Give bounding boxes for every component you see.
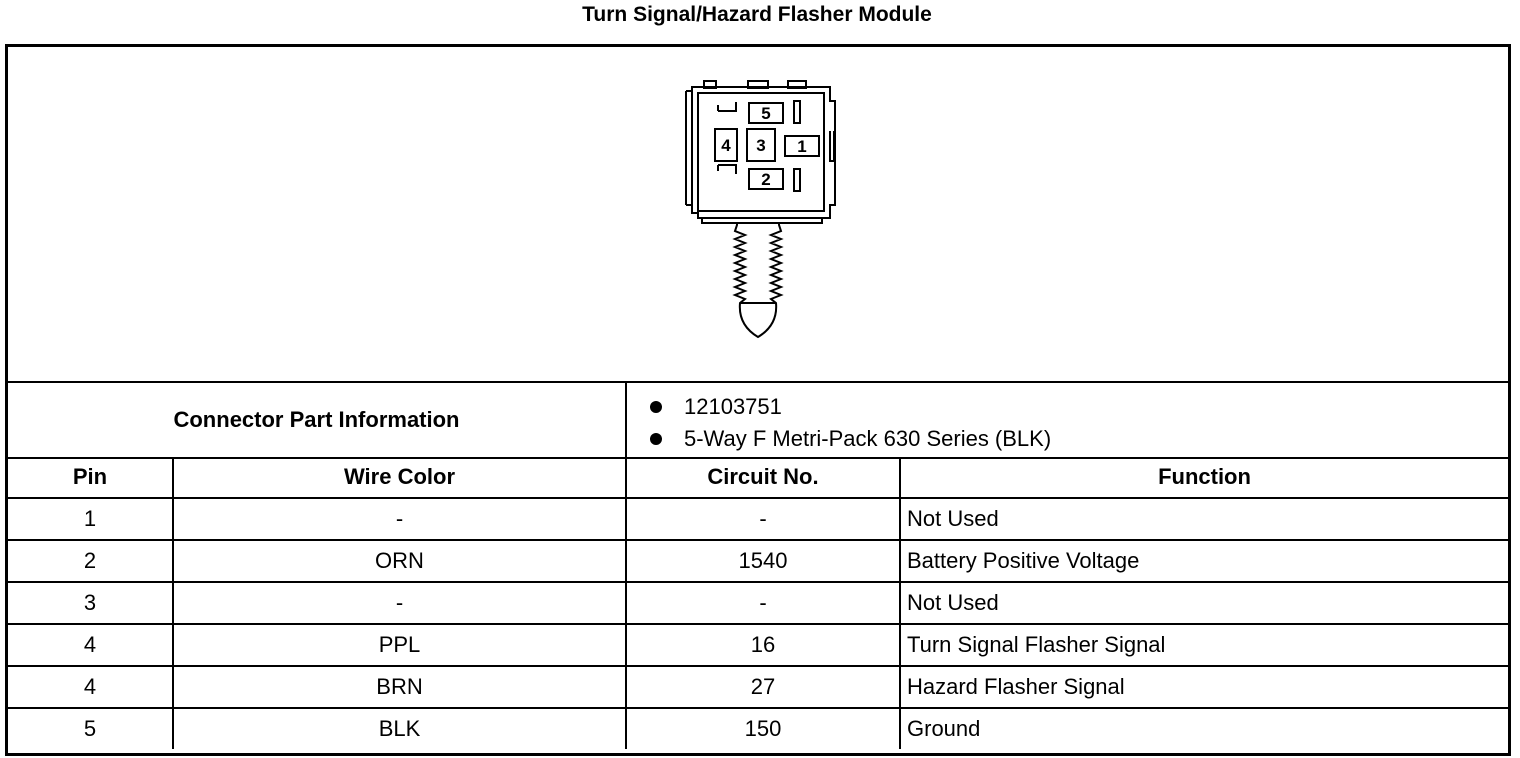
key-mark-top-left [718,102,736,111]
pin-cell: 1 [8,498,173,540]
header-circuit-no: Circuit No. [626,457,900,498]
table-row [8,666,1508,708]
pin-table [8,457,1508,749]
cavity-label-3: 3 [756,136,766,155]
cavity-label-2: 2 [761,170,771,189]
housing-side-right [830,131,834,161]
function-cell: Not Used [900,582,1508,624]
table-row [8,498,1508,540]
wire-color-cell: - [173,498,626,540]
function-cell: Hazard Flasher Signal [900,666,1508,708]
table-row [8,540,1508,582]
wire-color-cell: BRN [173,666,626,708]
table-row [8,582,1508,624]
table-row [8,624,1508,666]
bullet-icon [650,433,662,445]
wire-color-cell: - [173,582,626,624]
circuit-no-cell: - [626,498,900,540]
part-info-item [648,423,1051,455]
circuit-no-cell: 1540 [626,540,900,582]
pin-cell: 4 [8,666,173,708]
circuit-no-cell: 150 [626,708,900,749]
page-title: Turn Signal/Hazard Flasher Module [582,3,932,26]
part-info-item [648,391,1051,423]
wire-color-cell: BLK [173,708,626,749]
connector-diagram-area [8,47,1508,383]
connector-part-information-label: Connector Part Information [173,407,460,432]
pin-cell: 2 [8,540,173,582]
connector-face-diagram [680,75,845,345]
cavity-label-4: 4 [721,136,731,155]
cavity-label-5: 5 [761,104,771,123]
column-divider [625,383,627,457]
table-row [8,708,1508,749]
header-function: Function [900,457,1508,498]
header-wire-color: Wire Color [173,457,626,498]
connector-part-information-list [648,391,1051,455]
bullet-icon [650,401,662,413]
key-slot-top-right [794,101,800,123]
part-number: 12103751 [684,394,782,419]
key-slot-bottom-right [794,169,800,191]
function-cell: Battery Positive Voltage [900,540,1508,582]
function-cell: Not Used [900,498,1508,540]
header-pin: Pin [8,457,173,498]
function-cell: Ground [900,708,1508,749]
connector-part-information-row [8,383,1508,459]
pin-cell: 4 [8,624,173,666]
circuit-no-cell: 16 [626,624,900,666]
wire-color-cell: ORN [173,540,626,582]
cavity-label-1: 1 [797,137,807,156]
pin-table-header-row [8,457,1508,498]
mounting-stud [735,223,781,337]
connector-base-flange [702,218,822,223]
circuit-no-cell: 27 [626,666,900,708]
key-mark-bottom-left [718,165,736,174]
connector-end-view-table [5,44,1511,756]
function-cell: Turn Signal Flasher Signal [900,624,1508,666]
pin-cell: 5 [8,708,173,749]
connector-description: 5-Way F Metri-Pack 630 Series (BLK) [684,426,1052,451]
circuit-no-cell: - [626,582,900,624]
wire-color-cell: PPL [173,624,626,666]
pin-cell: 3 [8,582,173,624]
